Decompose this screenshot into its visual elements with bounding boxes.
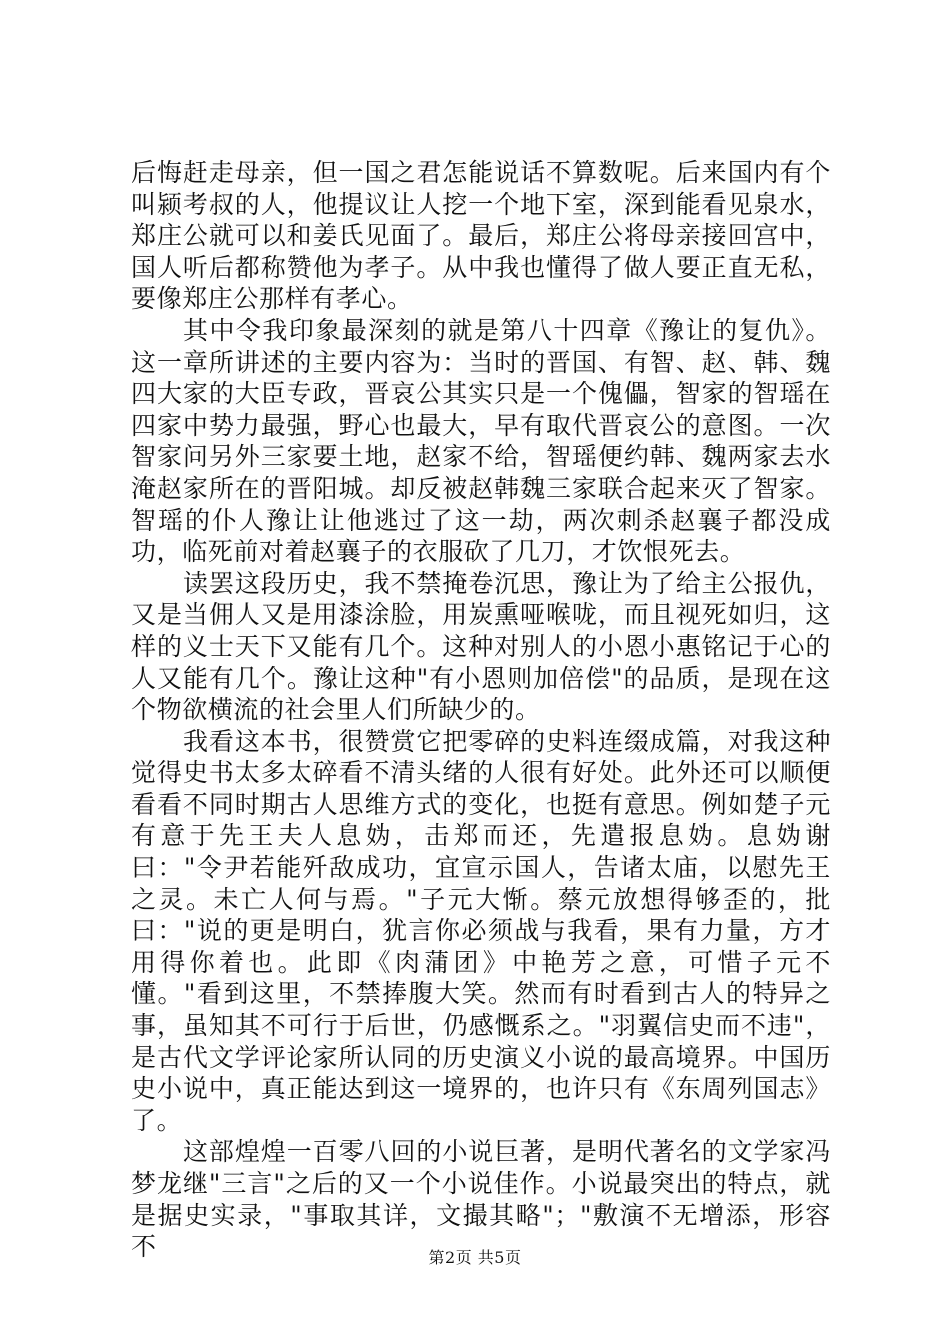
page-footer: 第2页 共5页 — [428, 1248, 522, 1267]
document-body — [131, 157, 831, 1263]
paragraph-1: 后悔赶走母亲，但一国之君怎能说话不算数呢。后来国内有个叫颍考叔的人，他提议让人挖一个地下室，深到能看见泉水，郑庄公就可以和姜氏见面了。最后，郑庄公将母亲接回宫中，国人听后都称赞他为孝子。从中我也懂得了做人要正直无私，要像郑庄公那样有孝心。 — [131, 158, 831, 314]
paragraph-2: 其中令我印象最深刻的就是第八十四章《豫让的复仇》。这一章所讲述的主要内容为：当时的晋国、有智、赵、韩、魏四大家的大臣专政，晋哀公其实只是一个傀儡，智家的智瑶在四家中势力最强，野心也最大，早有取代晋哀公的意图。一次智家问另外三家要土地，赵家不给，智瑶便约韩、魏两家去水淹赵家所在的晋阳城。却反被赵韩魏三家联合起来灭了智家。智瑶的仆人豫让让他逃过了这一劫，两次刺杀赵襄子都没成功，临死前对着赵襄子的衣服砍了几刀，才饮恨死去。 — [131, 315, 831, 567]
paragraph-5: 这部煌煌一百零八回的小说巨著，是明代著名的文学家冯梦龙继"三言"之后的又一个小说佳作。小说最突出的特点，就是据史实录，"事取其详，文撮其略"；"敷演不无增添，形容不 — [131, 1137, 831, 1262]
paragraph-4: 我看这本书，很赞赏它把零碎的史料连缀成篇，对我这种觉得史书太多太碎看不清头绪的人很有好处。此外还可以顺便看看不同时期古人思维方式的变化，也挺有意思。例如楚子元有意于先王夫人息妫，击郑而还，先遣报息妫。息妫谢曰："令尹若能歼敌成功，宜宣示国人，告诸太庙，以慰先王之灵。未亡人何与焉。"子元大惭。蔡元放想得够歪的，批曰："说的更是明白，犹言你必须战与我看，果有力量，方才用得你着也。此即《肉蒲团》中艳芳之意，可惜子元不懂。"看到这里，不禁捧腹大笑。然而有时看到古人的特异之事，虽知其不可行于后世，仍感慨系之。"羽翼信史而不违"，是古代文学评论家所认同的历史演义小说的最高境界。中国历史小说中，真正能达到这一境界的，也许只有《东周列国志》了。 — [131, 726, 831, 1135]
paragraph-3: 读罢这段历史，我不禁掩卷沉思，豫让为了给主公报仇，又是当佣人又是用漆涂脸，用炭熏哑喉咙，而且视死如归，这样的义士天下又能有几个。这种对别人的小恩小惠铭记于心的人又能有几个。豫让这种"有小恩则加倍偿"的品质，是现在这个物欲横流的社会里人们所缺少的。 — [131, 568, 831, 725]
